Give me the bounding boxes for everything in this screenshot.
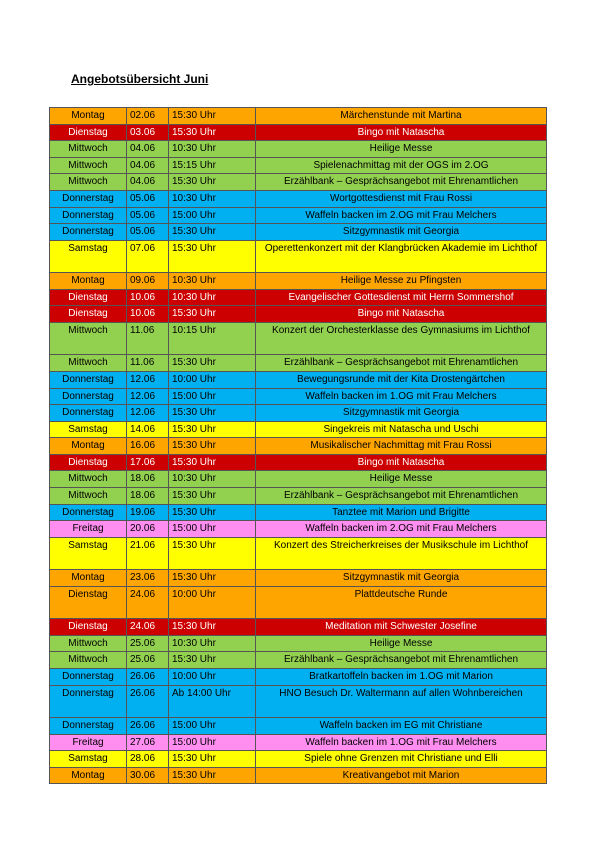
date-cell: 21.06 <box>127 537 169 569</box>
day-cell: Mittwoch <box>50 141 127 158</box>
date-cell: 26.06 <box>127 669 169 686</box>
day-cell: Mittwoch <box>50 652 127 669</box>
activity-cell: Erzählbank – Gesprächsangebot mit Ehrenamtlichen <box>256 652 547 669</box>
day-cell: Donnerstag <box>50 669 127 686</box>
time-cell: 15:00 Uhr <box>169 388 256 405</box>
time-cell: 15:30 Uhr <box>169 306 256 323</box>
activity-cell: Heilige Messe <box>256 141 547 158</box>
date-cell: 26.06 <box>127 685 169 717</box>
schedule-table <box>49 107 547 784</box>
table-row <box>50 619 547 636</box>
time-cell: 15:00 Uhr <box>169 521 256 538</box>
time-cell: 15:30 Uhr <box>169 454 256 471</box>
activity-cell: Plattdeutsche Runde <box>256 586 547 618</box>
day-cell: Montag <box>50 438 127 455</box>
time-cell: 10:30 Uhr <box>169 141 256 158</box>
day-cell: Dienstag <box>50 124 127 141</box>
activity-cell: Märchenstunde mit Martina <box>256 108 547 125</box>
table-row <box>50 306 547 323</box>
time-cell: 15:30 Uhr <box>169 124 256 141</box>
time-cell: 15:30 Uhr <box>169 438 256 455</box>
day-cell: Samstag <box>50 240 127 272</box>
table-row <box>50 504 547 521</box>
time-cell: 15:30 Uhr <box>169 619 256 636</box>
table-row <box>50 108 547 125</box>
day-cell: Mittwoch <box>50 488 127 505</box>
table-row <box>50 322 547 354</box>
time-cell: 15:30 Uhr <box>169 240 256 272</box>
day-cell: Dienstag <box>50 619 127 636</box>
table-row <box>50 207 547 224</box>
activity-cell: Heilige Messe zu Pfingsten <box>256 273 547 290</box>
time-cell: 15:15 Uhr <box>169 157 256 174</box>
day-cell: Dienstag <box>50 454 127 471</box>
activity-cell: Evangelischer Gottesdienst mit Herrn Sommershof <box>256 289 547 306</box>
day-cell: Donnerstag <box>50 504 127 521</box>
day-cell: Dienstag <box>50 289 127 306</box>
time-cell: 10:00 Uhr <box>169 586 256 618</box>
table-row <box>50 421 547 438</box>
time-cell: 10:30 Uhr <box>169 190 256 207</box>
day-cell: Freitag <box>50 734 127 751</box>
table-row <box>50 454 547 471</box>
date-cell: 14.06 <box>127 421 169 438</box>
time-cell: 10:30 Uhr <box>169 635 256 652</box>
date-cell: 04.06 <box>127 157 169 174</box>
day-cell: Mittwoch <box>50 355 127 372</box>
table-row <box>50 438 547 455</box>
date-cell: 07.06 <box>127 240 169 272</box>
date-cell: 18.06 <box>127 488 169 505</box>
day-cell: Donnerstag <box>50 388 127 405</box>
activity-cell: Waffeln backen im EG mit Christiane <box>256 717 547 734</box>
activity-cell: Kreativangebot mit Marion <box>256 767 547 784</box>
day-cell: Donnerstag <box>50 685 127 717</box>
activity-cell: Bingo mit Natascha <box>256 306 547 323</box>
time-cell: 10:30 Uhr <box>169 289 256 306</box>
table-row <box>50 652 547 669</box>
date-cell: 25.06 <box>127 635 169 652</box>
activity-cell: Bingo mit Natascha <box>256 124 547 141</box>
day-cell: Mittwoch <box>50 471 127 488</box>
date-cell: 11.06 <box>127 322 169 354</box>
date-cell: 12.06 <box>127 388 169 405</box>
activity-cell: Musikalischer Nachmittag mit Frau Rossi <box>256 438 547 455</box>
date-cell: 24.06 <box>127 586 169 618</box>
day-cell: Donnerstag <box>50 371 127 388</box>
date-cell: 04.06 <box>127 174 169 191</box>
schedule-body <box>50 108 547 784</box>
time-cell: Ab 14:00 Uhr <box>169 685 256 717</box>
time-cell: 15:30 Uhr <box>169 751 256 768</box>
time-cell: 10:15 Uhr <box>169 322 256 354</box>
time-cell: 10:30 Uhr <box>169 273 256 290</box>
activity-cell: Bingo mit Natascha <box>256 454 547 471</box>
day-cell: Dienstag <box>50 306 127 323</box>
activity-cell: Waffeln backen im 1.OG mit Frau Melchers <box>256 734 547 751</box>
activity-cell: Bratkartoffeln backen im 1.OG mit Marion <box>256 669 547 686</box>
date-cell: 20.06 <box>127 521 169 538</box>
date-cell: 11.06 <box>127 355 169 372</box>
table-row <box>50 488 547 505</box>
day-cell: Montag <box>50 570 127 587</box>
time-cell: 15:30 Uhr <box>169 488 256 505</box>
day-cell: Samstag <box>50 751 127 768</box>
date-cell: 02.06 <box>127 108 169 125</box>
table-row <box>50 586 547 618</box>
time-cell: 15:00 Uhr <box>169 734 256 751</box>
table-row <box>50 289 547 306</box>
table-row <box>50 717 547 734</box>
activity-cell: Konzert der Orchesterklasse des Gymnasiums im Lichthof <box>256 322 547 354</box>
date-cell: 16.06 <box>127 438 169 455</box>
activity-cell: Heilige Messe <box>256 635 547 652</box>
date-cell: 09.06 <box>127 273 169 290</box>
table-row <box>50 405 547 422</box>
date-cell: 10.06 <box>127 306 169 323</box>
date-cell: 26.06 <box>127 717 169 734</box>
activity-cell: HNO Besuch Dr. Waltermann auf allen Wohnbereichen <box>256 685 547 717</box>
date-cell: 30.06 <box>127 767 169 784</box>
date-cell: 03.06 <box>127 124 169 141</box>
day-cell: Donnerstag <box>50 207 127 224</box>
table-row <box>50 767 547 784</box>
table-row <box>50 190 547 207</box>
day-cell: Montag <box>50 108 127 125</box>
day-cell: Donnerstag <box>50 405 127 422</box>
activity-cell: Operettenkonzert mit der Klangbrücken Akademie im Lichthof <box>256 240 547 272</box>
date-cell: 28.06 <box>127 751 169 768</box>
time-cell: 10:30 Uhr <box>169 471 256 488</box>
table-row <box>50 734 547 751</box>
date-cell: 12.06 <box>127 405 169 422</box>
time-cell: 15:30 Uhr <box>169 537 256 569</box>
day-cell: Mittwoch <box>50 635 127 652</box>
date-cell: 18.06 <box>127 471 169 488</box>
table-row <box>50 174 547 191</box>
date-cell: 25.06 <box>127 652 169 669</box>
day-cell: Mittwoch <box>50 157 127 174</box>
activity-cell: Bewegungsrunde mit der Kita Drostengärtchen <box>256 371 547 388</box>
date-cell: 10.06 <box>127 289 169 306</box>
time-cell: 15:30 Uhr <box>169 652 256 669</box>
table-row <box>50 371 547 388</box>
activity-cell: Sitzgymnastik mit Georgia <box>256 224 547 241</box>
date-cell: 17.06 <box>127 454 169 471</box>
table-row <box>50 471 547 488</box>
date-cell: 27.06 <box>127 734 169 751</box>
activity-cell: Spielenachmittag mit der OGS im 2.OG <box>256 157 547 174</box>
activity-cell: Waffeln backen im 2.OG mit Frau Melchers <box>256 521 547 538</box>
day-cell: Freitag <box>50 521 127 538</box>
time-cell: 15:30 Uhr <box>169 767 256 784</box>
time-cell: 15:30 Uhr <box>169 108 256 125</box>
table-row <box>50 355 547 372</box>
activity-cell: Singekreis mit Natascha und Uschi <box>256 421 547 438</box>
activity-cell: Spiele ohne Grenzen mit Christiane und Elli <box>256 751 547 768</box>
time-cell: 10:00 Uhr <box>169 371 256 388</box>
activity-cell: Erzählbank – Gesprächsangebot mit Ehrenamtlichen <box>256 174 547 191</box>
table-row <box>50 240 547 272</box>
date-cell: 23.06 <box>127 570 169 587</box>
table-row <box>50 537 547 569</box>
activity-cell: Heilige Messe <box>256 471 547 488</box>
day-cell: Montag <box>50 273 127 290</box>
time-cell: 15:30 Uhr <box>169 421 256 438</box>
time-cell: 15:00 Uhr <box>169 717 256 734</box>
activity-cell: Wortgottesdienst mit Frau Rossi <box>256 190 547 207</box>
table-row <box>50 751 547 768</box>
day-cell: Donnerstag <box>50 224 127 241</box>
date-cell: 19.06 <box>127 504 169 521</box>
time-cell: 15:00 Uhr <box>169 207 256 224</box>
time-cell: 15:30 Uhr <box>169 504 256 521</box>
day-cell: Mittwoch <box>50 174 127 191</box>
table-row <box>50 273 547 290</box>
date-cell: 04.06 <box>127 141 169 158</box>
time-cell: 15:30 Uhr <box>169 405 256 422</box>
table-row <box>50 124 547 141</box>
table-row <box>50 521 547 538</box>
time-cell: 15:30 Uhr <box>169 355 256 372</box>
day-cell: Samstag <box>50 537 127 569</box>
date-cell: 12.06 <box>127 371 169 388</box>
table-row <box>50 224 547 241</box>
day-cell: Samstag <box>50 421 127 438</box>
table-row <box>50 157 547 174</box>
table-row <box>50 635 547 652</box>
day-cell: Montag <box>50 767 127 784</box>
day-cell: Donnerstag <box>50 190 127 207</box>
date-cell: 24.06 <box>127 619 169 636</box>
table-row <box>50 669 547 686</box>
day-cell: Donnerstag <box>50 717 127 734</box>
time-cell: 15:30 Uhr <box>169 174 256 191</box>
time-cell: 10:00 Uhr <box>169 669 256 686</box>
activity-cell: Erzählbank – Gesprächsangebot mit Ehrenamtlichen <box>256 355 547 372</box>
activity-cell: Meditation mit Schwester Josefine <box>256 619 547 636</box>
activity-cell: Sitzgymnastik mit Georgia <box>256 570 547 587</box>
activity-cell: Sitzgymnastik mit Georgia <box>256 405 547 422</box>
time-cell: 15:30 Uhr <box>169 224 256 241</box>
time-cell: 15:30 Uhr <box>169 570 256 587</box>
activity-cell: Tanztee mit Marion und Brigitte <box>256 504 547 521</box>
activity-cell: Waffeln backen im 1.OG mit Frau Melchers <box>256 388 547 405</box>
date-cell: 05.06 <box>127 207 169 224</box>
date-cell: 05.06 <box>127 190 169 207</box>
date-cell: 05.06 <box>127 224 169 241</box>
table-row <box>50 570 547 587</box>
activity-cell: Erzählbank – Gesprächsangebot mit Ehrenamtlichen <box>256 488 547 505</box>
table-row <box>50 685 547 717</box>
table-row <box>50 388 547 405</box>
day-cell: Mittwoch <box>50 322 127 354</box>
activity-cell: Konzert des Streicherkreises der Musikschule im Lichthof <box>256 537 547 569</box>
table-row <box>50 141 547 158</box>
day-cell: Dienstag <box>50 586 127 618</box>
page-title: Angebotsübersicht Juni <box>71 72 209 86</box>
activity-cell: Waffeln backen im 2.OG mit Frau Melchers <box>256 207 547 224</box>
